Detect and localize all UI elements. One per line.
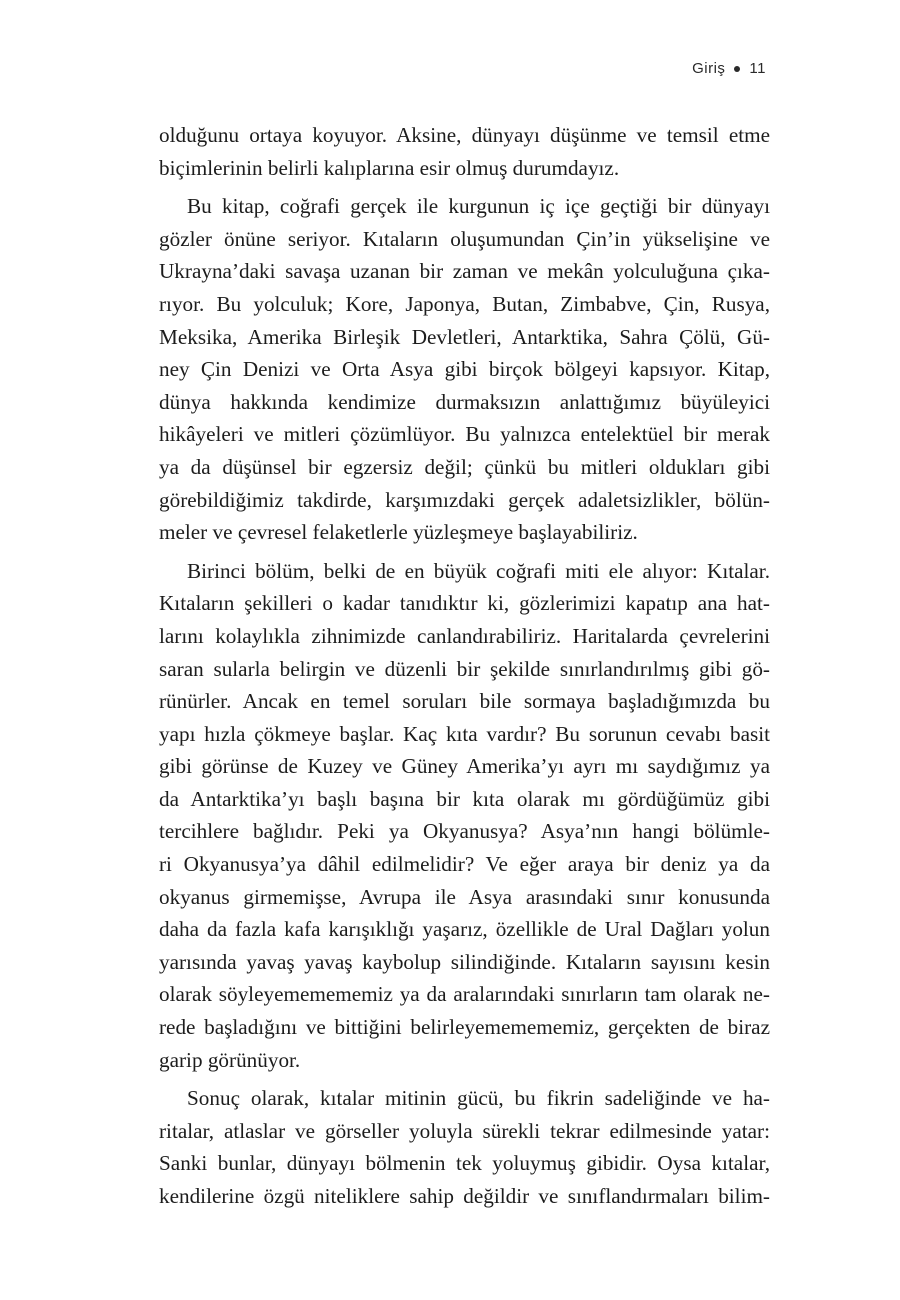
text-line: gibi görünse de Kuzey ve Güney Amerika’yı ayrı mı saydığımız ya <box>159 754 770 779</box>
paragraph <box>159 119 770 184</box>
body-text <box>159 119 770 1219</box>
text-line: Bu kitap, coğrafi gerçek ile kurgunun iç içe geçtiği bir dünyayı <box>187 194 770 219</box>
text-line: olduğunu ortaya koyuyor. Aksine, dünyayı düşünme ve temsil etme <box>159 123 770 147</box>
text-line: meler ve çevresel felaketlerle yüzleşmeye başlayabiliriz. <box>159 520 638 545</box>
text-line: kendilerine özgü niteliklere sahip değildir ve sınıflandırmaları bilim- <box>159 1184 770 1208</box>
text-line: dünya hakkında kendimize durmaksızın anlattığımız büyüleyici <box>159 389 770 414</box>
text-line: saran sularla belirgin ve düzenli bir şekilde sınırlandırılmış gibi gö- <box>159 656 770 681</box>
text-line: ri Okyanusya’ya dâhil edilmelidir? Ve eğer araya bir deniz ya da <box>159 852 770 877</box>
text-line: Ukrayna’daki savaşa uzanan bir zaman ve mekân yolculuğuna çıka- <box>159 259 770 284</box>
text-line: olarak söyleyememememiz ya da aralarındaki sınırların tam olarak ne- <box>159 982 770 1007</box>
paragraph <box>159 555 770 1077</box>
text-line: Birinci bölüm, belki de en büyük coğrafi miti ele alıyor: Kıtalar. <box>187 558 770 583</box>
chapter-title: Giriş <box>692 60 726 77</box>
text-line: Kıtaların şekilleri o kadar tanıdıktır ki, gözlerimizi kapatıp ana hat- <box>159 591 770 616</box>
text-line: biçimlerinin belirli kalıplarına esir olmuş durumdayız. <box>159 155 620 180</box>
text-line: larını kolaylıkla zihnimizde canlandırabiliriz. Haritalarda çevrelerini <box>159 623 770 648</box>
paragraph <box>159 1082 770 1212</box>
running-head <box>692 60 766 77</box>
text-line: görebildiğimiz takdirde, karşımızdaki gerçek adaletsizlikler, bölün- <box>159 487 770 512</box>
text-line: rede başladığını ve bittiğini belirleyememememiz, gerçekten de biraz <box>159 1015 770 1040</box>
text-line: tercihlere bağlıdır. Peki ya Okyanusya? Asya’nın hangi bölümle- <box>159 819 770 844</box>
text-line: ney Çin Denizi ve Orta Asya gibi birçok bölgeyi kapsıyor. Kitap, <box>159 357 770 382</box>
text-line: hikâyeleri ve mitleri çözümlüyor. Bu yalnızca entelektüel bir merak <box>159 422 770 447</box>
text-line: gözler önüne seriyor. Kıtaların oluşumundan Çin’in yükselişine ve <box>159 226 770 251</box>
page-number: 11 <box>749 60 766 77</box>
text-line: ritalar, atlaslar ve görseller yoluyla sürekli tekrar edilmesinde yatar: <box>159 1118 770 1143</box>
text-line: Sanki bunlar, dünyayı bölmenin tek yoluymuş gibidir. Oysa kıtalar, <box>159 1151 770 1176</box>
text-line: Meksika, Amerika Birleşik Devletleri, Antarktika, Sahra Çölü, Gü- <box>159 324 770 349</box>
text-line: daha da fazla kafa karışıklığı yaşarız, özellikle de Ural Dağları yolun <box>159 917 770 942</box>
text-line: okyanus girmemişse, Avrupa ile Asya arasındaki sınır konusunda <box>159 884 770 909</box>
text-line: yarısında yavaş yavaş kaybolup silindiğinde. Kıtaların sayısını kesin <box>159 949 770 974</box>
bullet-separator-icon <box>734 66 740 72</box>
text-line: rünürler. Ancak en temel soruları bile sormaya başladığımızda bu <box>159 689 770 714</box>
text-line: Sonuç olarak, kıtalar mitinin gücü, bu fikrin sadeliğinde ve ha- <box>187 1086 770 1111</box>
paragraph <box>159 190 770 549</box>
text-line: garip görünüyor. <box>159 1047 301 1072</box>
text-line: rıyor. Bu yolculuk; Kore, Japonya, Butan, Zimbabve, Çin, Rusya, <box>159 291 770 316</box>
text-line: da Antarktika’yı başlı başına bir kıta olarak mı gördüğümüz gibi <box>159 786 770 811</box>
text-line: yapı hızla çökmeye başlar. Kaç kıta vardır? Bu sorunun cevabı basit <box>159 721 770 746</box>
text-line: ya da düşünsel bir egzersiz değil; çünkü bu mitleri oldukları gibi <box>159 454 770 479</box>
